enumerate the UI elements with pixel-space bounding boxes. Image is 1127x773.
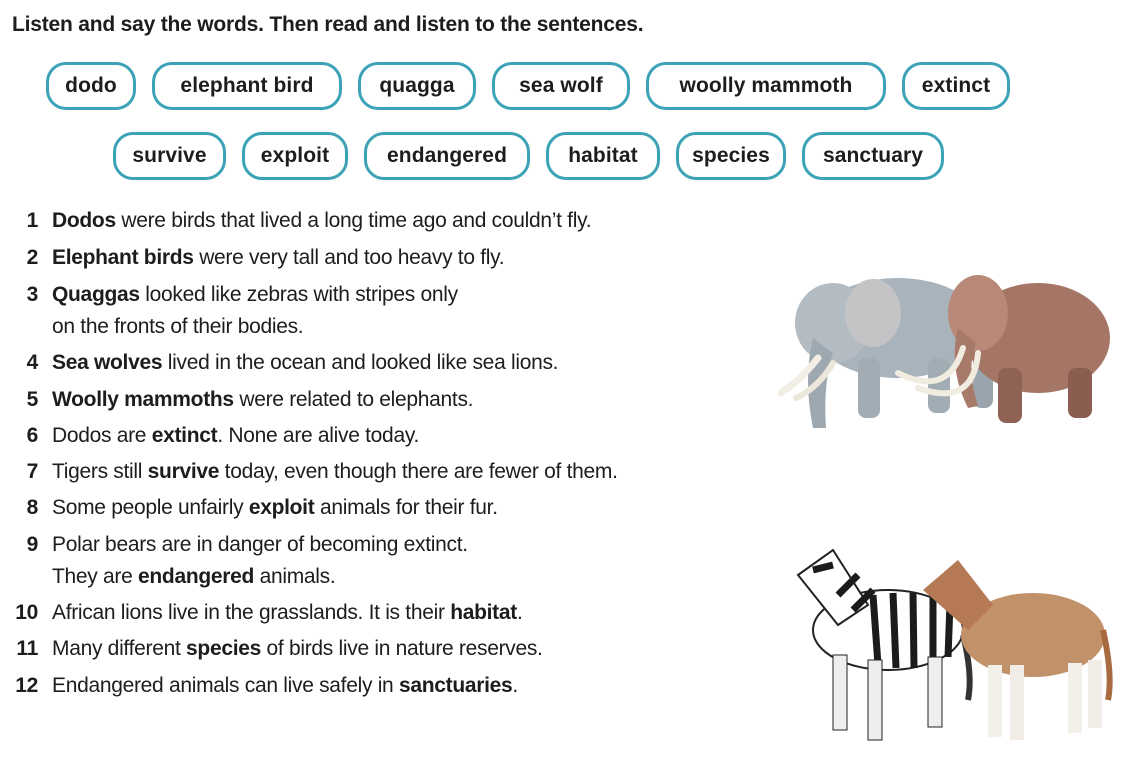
word-pill-sanctuary[interactable]: sanctuary: [802, 132, 944, 180]
elephant-mammoth-illustration: [778, 258, 1123, 438]
sentence-number: 7: [26, 460, 38, 483]
word-pill-quagga[interactable]: quagga: [358, 62, 476, 110]
word-pill-dodo[interactable]: dodo: [46, 62, 136, 110]
word-pill-exploit[interactable]: exploit: [242, 132, 348, 180]
instruction-heading: Listen and say the words. Then read and listen to the sentences.: [12, 13, 644, 36]
sentence-number: 8: [26, 496, 38, 519]
zebra-quagga-illustration: [778, 535, 1123, 750]
sentence-number: 2: [26, 246, 38, 269]
word-pill-habitat[interactable]: habitat: [546, 132, 660, 180]
sentence-number: 9: [26, 533, 38, 556]
word-pill-extinct[interactable]: extinct: [902, 62, 1010, 110]
sentence-number: 10: [15, 601, 38, 624]
sentence-number: 1: [26, 209, 38, 232]
sentence-number: 11: [16, 637, 38, 660]
word-pill-elephant-bird[interactable]: elephant bird: [152, 62, 342, 110]
sentence-number: 12: [15, 674, 38, 697]
sentence-number: 4: [26, 351, 38, 374]
word-pill-woolly-mammoth[interactable]: woolly mammoth: [646, 62, 886, 110]
word-pill-endangered[interactable]: endangered: [364, 132, 530, 180]
word-pill-species[interactable]: species: [676, 132, 786, 180]
sentence-number: 3: [26, 283, 38, 306]
sentence-number: 5: [26, 388, 38, 411]
word-pill-sea-wolf[interactable]: sea wolf: [492, 62, 630, 110]
word-pill-survive[interactable]: survive: [113, 132, 226, 180]
sentence-number: 6: [26, 424, 38, 447]
